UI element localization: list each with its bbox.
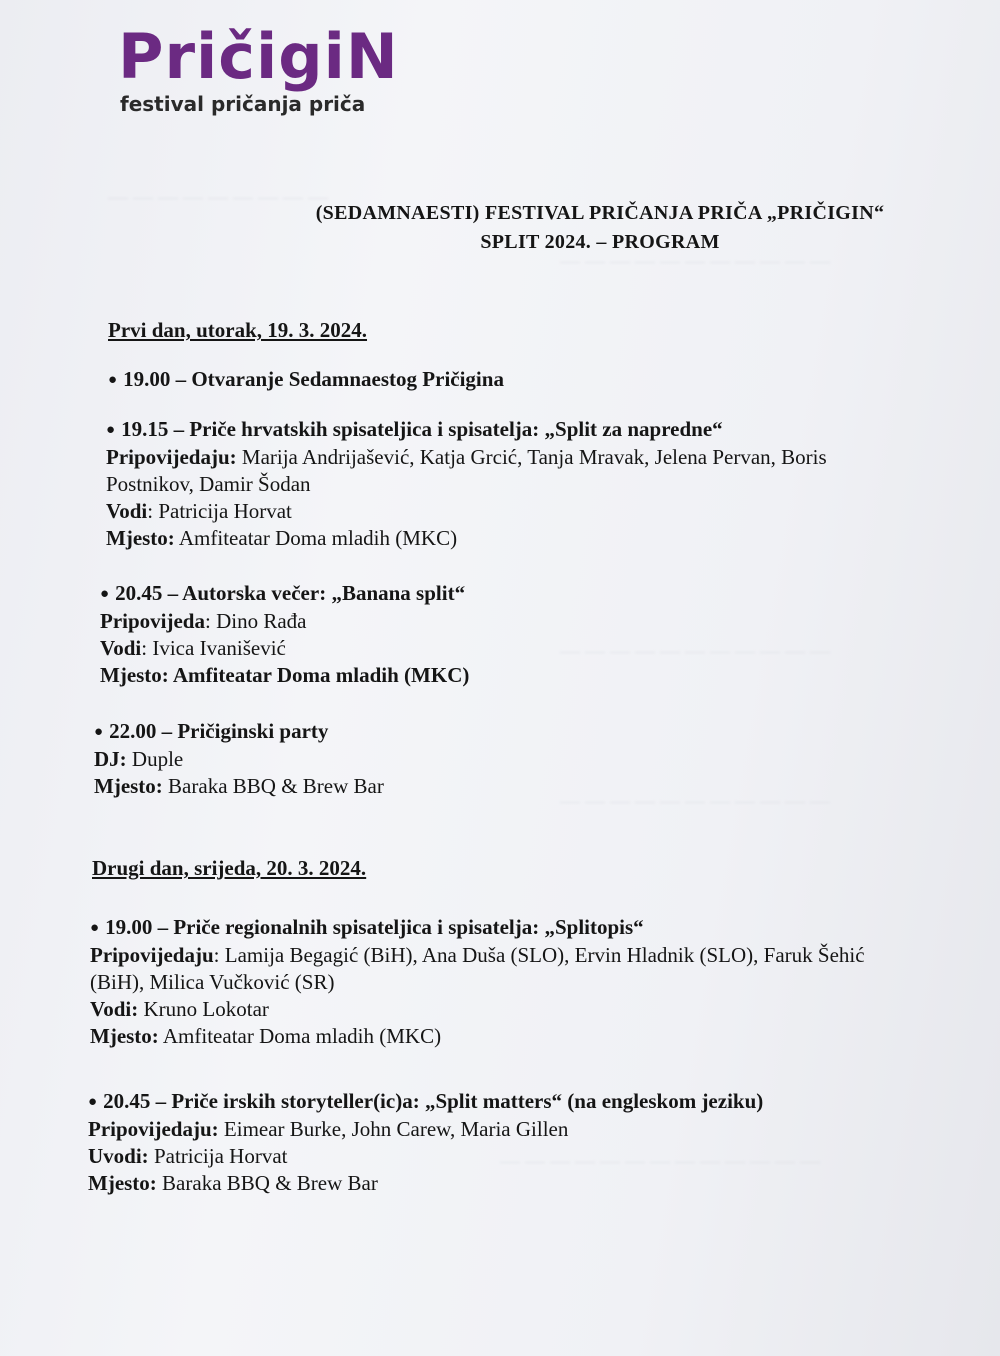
event-row: Pripovijeda: Dino Rađa (100, 609, 307, 633)
event-headline: ● 19.00 – Otvaranje Sedamnaestog Pričigina (108, 367, 504, 391)
bullet-icon: ● (90, 920, 100, 936)
program-subtitle: SPLIT 2024. – PROGRAM (480, 231, 720, 253)
event-row: Pripovijedaju: Lamija Begagić (BiH), Ana Duša (SLO), Ervin Hladnik (SLO), Faruk Šehić (90, 943, 865, 967)
program-event (108, 366, 1000, 394)
event-row: Mjesto: Baraka BBQ & Brew Bar (88, 1171, 378, 1195)
event-row: Vodi: Patricija Horvat (106, 499, 292, 523)
program-event (88, 1088, 988, 1197)
program-title: (SEDAMNAESTI) FESTIVAL PRIČANJA PRIČA „PRIČIGIN“ (315, 202, 885, 224)
event-row: Mjesto: Baraka BBQ & Brew Bar (94, 774, 384, 798)
program-event (90, 914, 990, 1050)
event-headline: ● 22.00 – Pričiginski party (94, 719, 329, 743)
festival-logo (118, 20, 399, 116)
show-through-text: — — — — — — — — — (108, 186, 328, 208)
program-event (94, 718, 994, 800)
event-row: (BiH), Milica Vučković (SR) (90, 970, 335, 994)
bullet-icon: ● (106, 422, 116, 438)
show-through-text: — — — — — — — — — — — (560, 640, 830, 662)
event-row: Mjesto: Amfiteatar Doma mladih (MKC) (100, 663, 470, 687)
day-heading: Prvi dan, utorak, 19. 3. 2024. (108, 318, 368, 342)
bullet-icon: ● (100, 586, 110, 602)
program-event (106, 416, 1000, 552)
event-row: Mjesto: Amfiteatar Doma mladih (MKC) (90, 1024, 442, 1048)
bullet-icon: ● (108, 372, 118, 388)
event-row: Mjesto: Amfiteatar Doma mladih (MKC) (106, 526, 458, 550)
show-through-text: — — — — — — — — — — — — — (500, 1150, 820, 1172)
bullet-icon: ● (88, 1094, 98, 1110)
event-row: DJ: Duple (94, 747, 184, 771)
event-headline: ● 20.45 – Priče irskih storyteller(ic)a: „Split matters“ (na engleskom jeziku) (88, 1089, 764, 1113)
event-row: Vodi: Ivica Ivanišević (100, 636, 286, 660)
event-row: Pripovijedaju: Marija Andrijašević, Katja Grcić, Tanja Mravak, Jelena Pervan, Boris (106, 445, 827, 469)
event-row: Uvodi: Patricija Horvat (88, 1144, 288, 1168)
logo-wordmark: PričigiN (118, 20, 399, 93)
show-through-text: — — — — — — — — — — — (560, 250, 830, 272)
day-heading: Drugi dan, srijeda, 20. 3. 2024. (92, 856, 367, 880)
bullet-icon: ● (94, 724, 104, 740)
event-row: Vodi: Kruno Lokotar (90, 997, 269, 1021)
event-row: Postnikov, Damir Šodan (106, 472, 311, 496)
program-event (100, 580, 1000, 689)
event-headline: ● 19.00 – Priče regionalnih spisateljica i spisatelja: „Splitopis“ (90, 915, 644, 939)
logo-subtitle: festival pričanja priča (120, 92, 366, 116)
event-row: Pripovijedaju: Eimear Burke, John Carew, Maria Gillen (88, 1117, 569, 1141)
event-headline: ● 19.15 – Priče hrvatskih spisateljica i spisatelja: „Split za napredne“ (106, 417, 723, 441)
event-headline: ● 20.45 – Autorska večer: „Banana split“ (100, 581, 466, 605)
show-through-text: — — — — — — — — — — — (560, 790, 830, 812)
